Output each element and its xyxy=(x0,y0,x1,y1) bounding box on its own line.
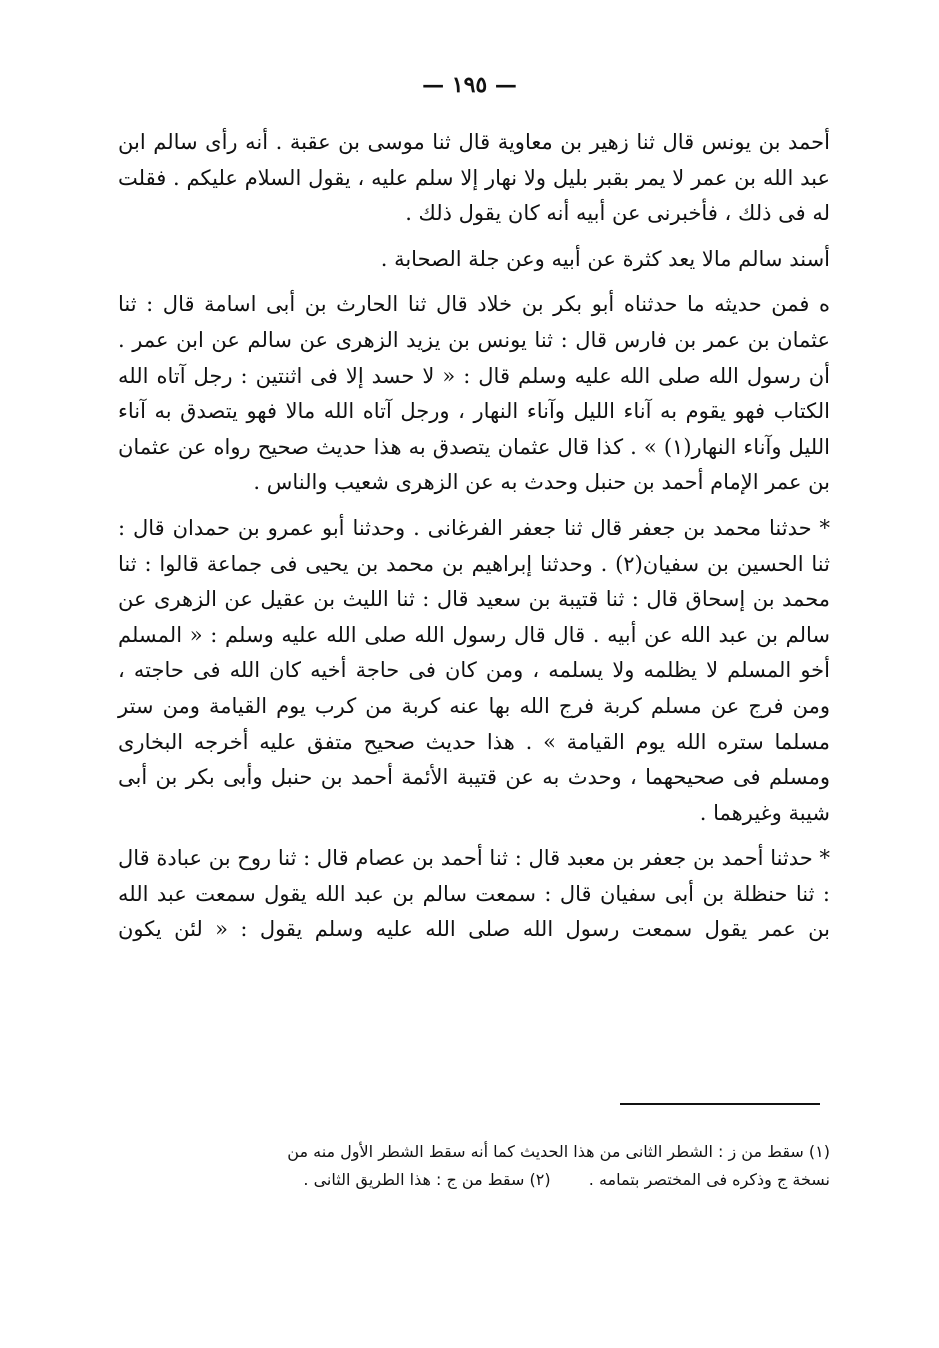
page-number: — ١٩٥ — xyxy=(422,72,517,98)
footnote-2: (٢) سقط من ج : هذا الطريق الثانى . xyxy=(303,1170,551,1189)
paragraph-2: أسند سالم مالا يعد كثرة عن أبيه وعن جلة الصحابة . xyxy=(380,246,830,271)
main-text xyxy=(118,125,830,948)
paragraph-4: * حدثنا محمد بن جعفر قال ثنا جعفر الفرغانى . وحدثنا أبو عمرو بن حمدان قال : ثنا الحسين بن سفيان(٢) . وحدثنا إبراهيم بن محمد بن يحيى فى جماعة قالوا : ثنا محمد بن إسحاق قال : ثنا قتيبة بن سعيد قال : ثنا الليث بن عقيل عن الزهرى عن سالم بن عبد الله عن أبيه . قال قال رسول الله صلى الله عليه وسلم : « المسلم أخو المسلم لا يظلمه ولا يسلمه ، ومن كان فى حاجة أخيه كان الله فى حاجته ، ومن فرج عن مسلم كربة فرج الله بها عنه كربة من كرب يوم القيامة ومن ستر مسلما ستره الله يوم القيامة » . هذا حديث صحيح متفق عليه أخرجه البخارى ومسلم فى صحيحهما ، وحدث به عن قتيبة الأئمة أحمد بن حنبل وأبى بكر بن أبى شيبة وغيرهما . xyxy=(118,515,830,825)
footnote-1-line: (١) سقط من ز : الشطر الثانى من هذا الحديث كما أنه سقط الشطر الأول منه من xyxy=(287,1142,830,1161)
footnote-1-continuation: نسخة ج وذكره فى المختصر بتمامه . xyxy=(588,1170,830,1189)
footnote-divider xyxy=(620,1103,820,1105)
paragraph-1: أحمد بن يونس قال ثنا زهير بن معاوية قال ثنا موسى بن عقبة . أنه رأى سالم ابن عبد الله بن عمر لا يمر بقبر بليل ولا نهار إلا سلم عليه ، يقول السلام عليكم . فقلت له فى ذلك ، فأخبرنى عن أبيه أنه كان يقول ذلك . xyxy=(118,130,830,226)
footnote-line-2 xyxy=(118,1166,830,1194)
paragraph-5: * حدثنا أحمد بن جعفر بن معبد قال : ثنا أحمد بن عصام قال : ثنا روح بن عبادة قال : ثنا حنظلة بن أبى سفيان قال : سمعت سالم بن عبد الله يقول سمعت عبد الله بن عمر يقول سمعت رسول الله صلى الله عليه وسلم يقول : « لئن يكون xyxy=(118,846,830,942)
footnotes xyxy=(118,1138,830,1194)
paragraph-3: ه فمن حديثه ما حدثناه أبو بكر بن خلاد قال ثنا الحارث بن أبى اسامة قال : ثنا عثمان بن عمر بن فارس قال : ثنا يونس بن يزيد الزهرى عن سالم عن ابن عمر . أن رسول الله صلى الله عليه وسلم قال : « لا حسد إلا فى اثنتين : رجل آتاه الله الكتاب فهو يقوم به آناء الليل وآناء النهار ، ورجل آتاه الله مالا فهو يتصدق به آناء الليل وآناء النهار(١) » . كذا قال عثمان يتصدق به هذا حديث صحيح رواه عن عثمان بن عمر الإمام أحمد بن حنبل وحدث به عن الزهرى شعيب والناس . xyxy=(118,292,830,495)
